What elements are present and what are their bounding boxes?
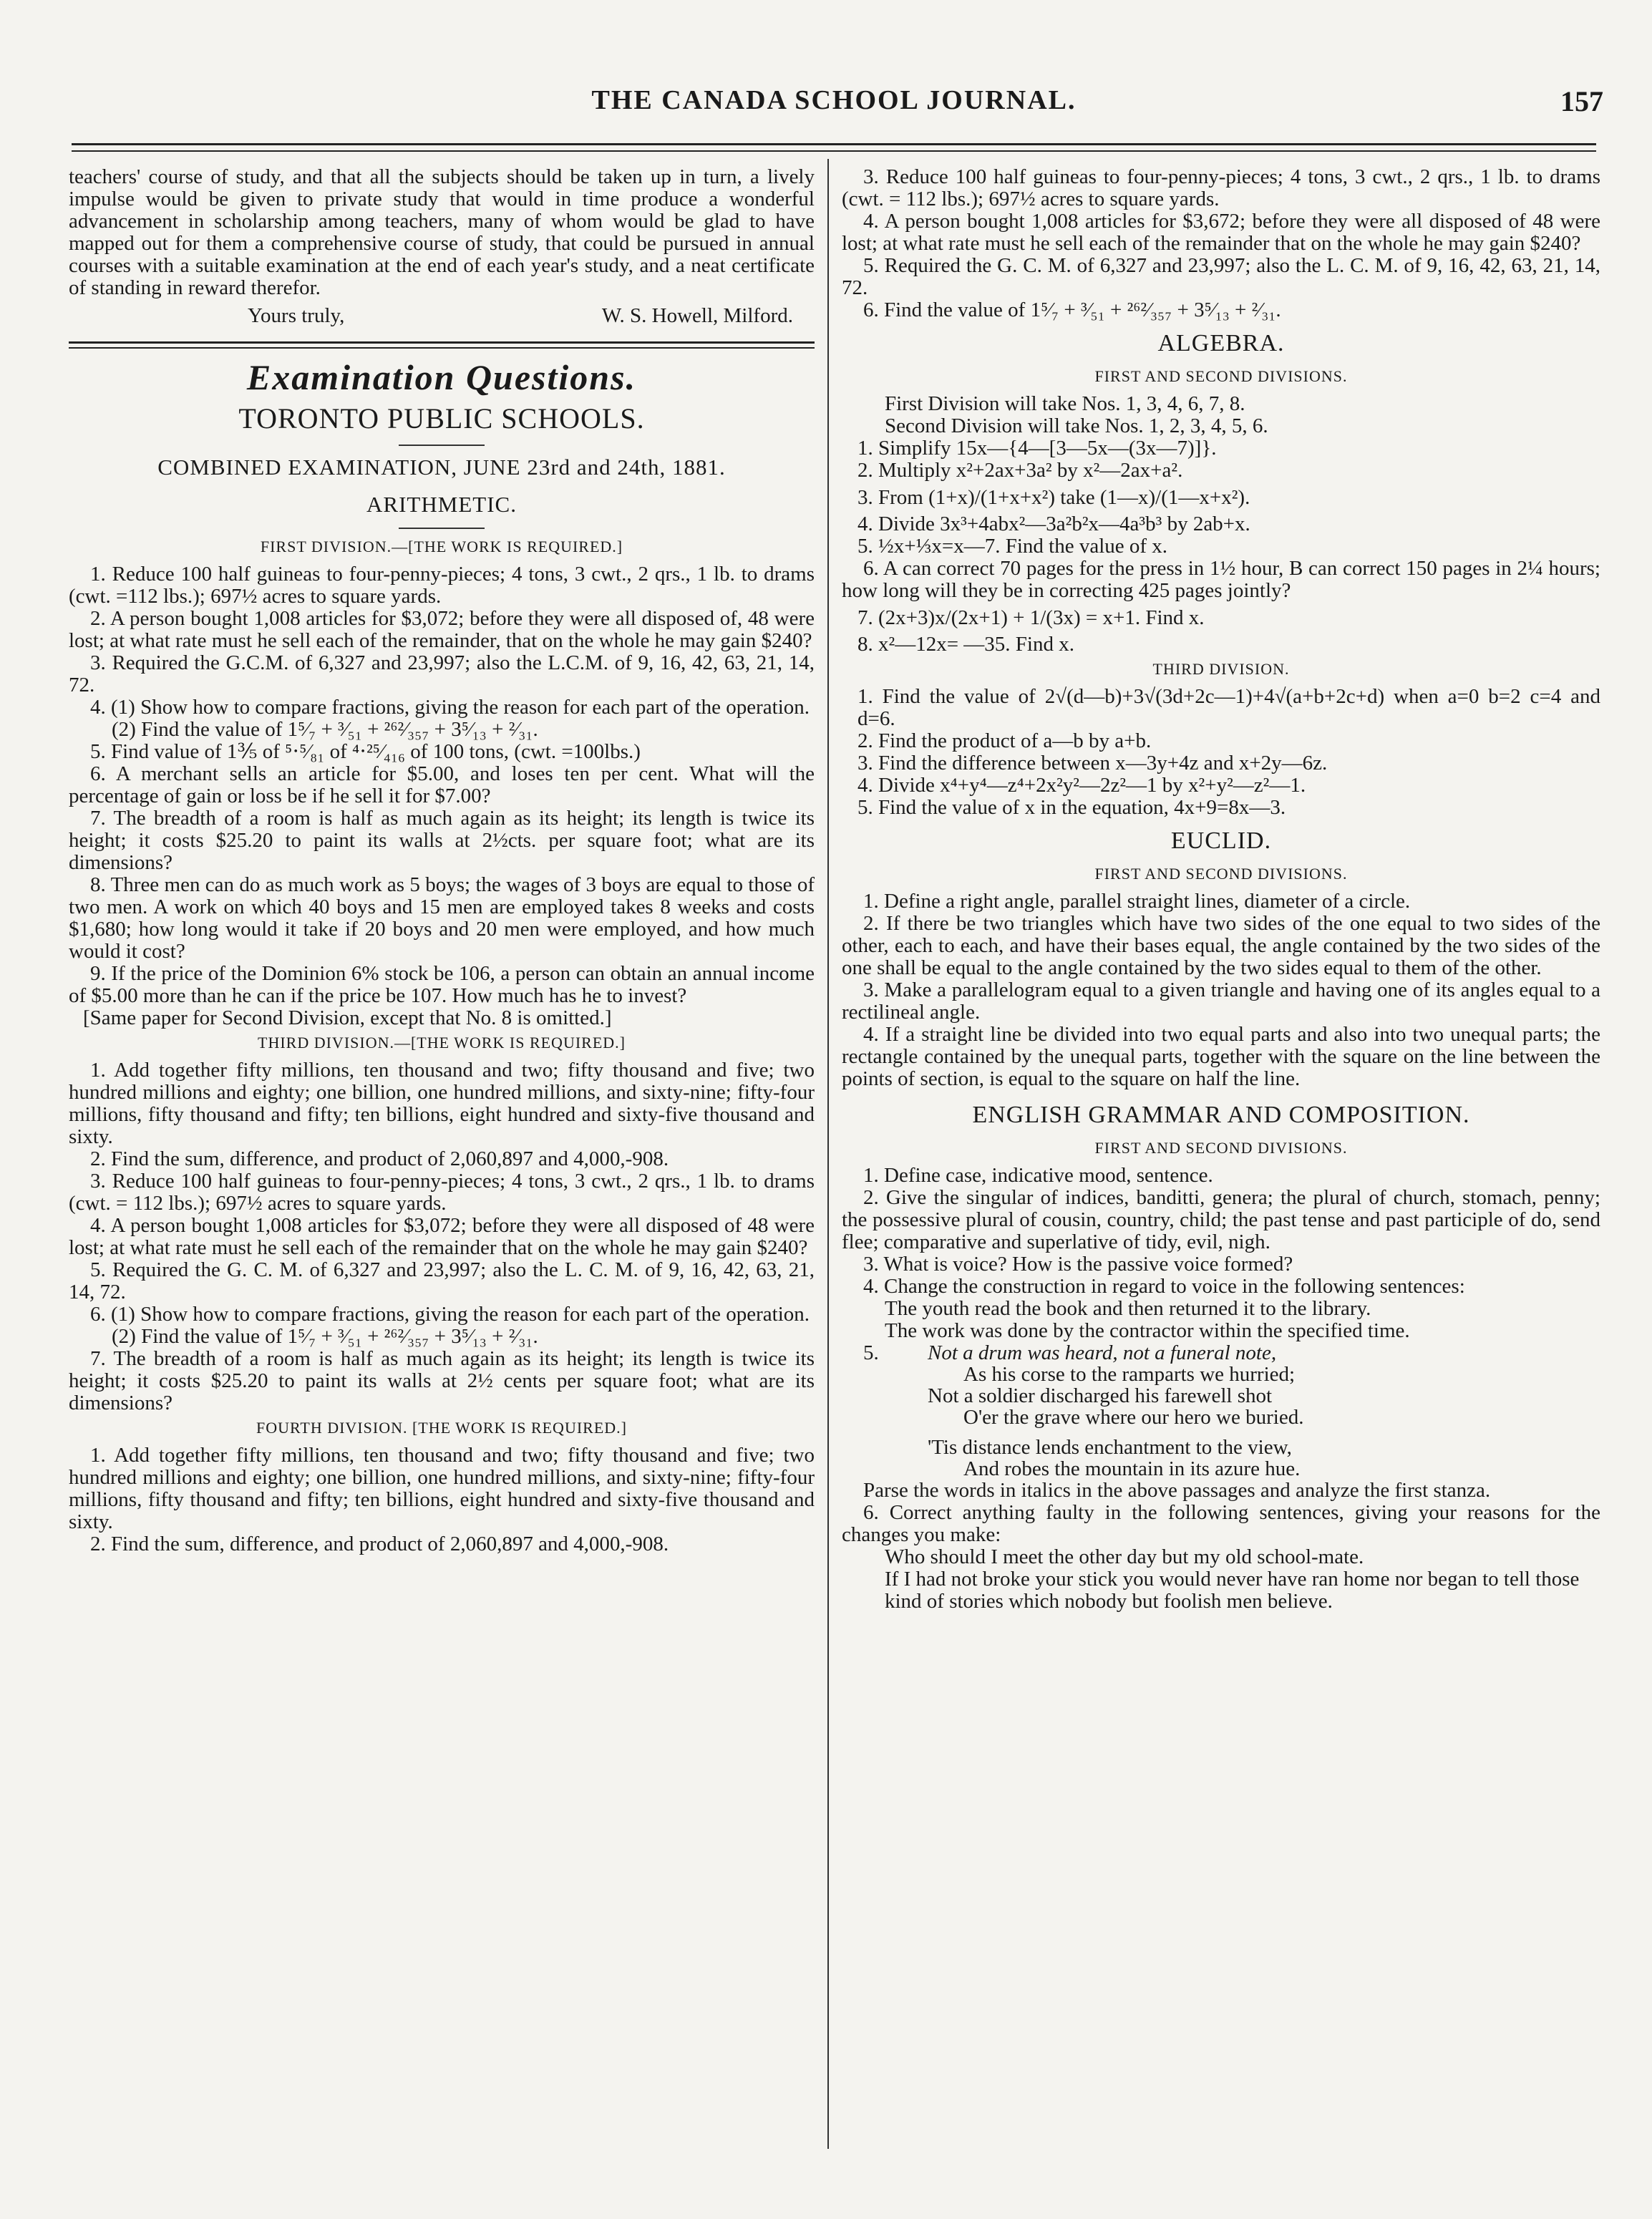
letter-signoff: [69, 299, 815, 337]
question: 4. Change the construction in regard to voice in the following sentences:: [863, 1275, 1465, 1298]
question: 4. If a straight line be divided into two equal parts and also into two unequal parts; the rectangle contained by the unequal parts, together with the square on the line between the points of section, is equal to the square on half the line.: [842, 1023, 1600, 1090]
question: 7. The breadth of a room is half as much again as its height; its length is twice its height; it costs $25.20 to paint its walls at 2½cts. per square foot; what are its dimensions?: [69, 807, 815, 874]
question: 2. Find the sum, difference, and product of 2,060,897 and 4,000,-908.: [90, 1533, 669, 1555]
faulty-sentence: If I had not broke your stick you would never have ran home nor began to tell those kind of stories which nobody but foolish men believe.: [885, 1568, 1580, 1613]
division-label: THIRD DIVISION.—[THE WORK IS REQUIRED.]: [258, 1034, 626, 1052]
question: 3. Required the G.C.M. of 6,327 and 23,997; also the L.C.M. of 9, 16, 42, 63, 21, 14, 72.: [69, 651, 815, 696]
column-divider: [827, 159, 829, 2149]
question: 4. Divide x⁴+y⁴—z⁴+2x²y²—2z²—1 by x²+y²—z²—1.: [857, 774, 1306, 797]
division-note: [Same paper for Second Division, except that No. 8 is omitted.]: [83, 1006, 612, 1029]
verse-line: Not a drum was heard, not a funeral note,: [928, 1341, 1277, 1364]
verse-block: [842, 1342, 1600, 1480]
question: 1. Add together fifty millions, ten thousand and two; fifty thousand and five; two hundred millions and eighty; one billion, one hundred millions, and sixty-nine; fifty-four millions, fifty thousand and fifty; ten billions, eight hundred and sixty-five thousand and sixty.: [69, 1444, 815, 1533]
division-note: First Division will take Nos. 1, 3, 4, 6, 7, 8.: [885, 392, 1245, 415]
division-label: FIRST AND SECOND DIVISIONS.: [1094, 865, 1348, 883]
division-note: Second Division will take Nos. 1, 2, 3, 4, 5, 6.: [885, 414, 1268, 437]
question: 2. A person bought 1,008 articles for $3,072; before they were all disposed of, 48 were lost; at what rate must he sell each of the remainder, that on the whole he may gain $240?: [69, 607, 815, 652]
heading-rule: [399, 528, 485, 529]
question: 3. From (1+x)/(1+x+x²) take (1—x)/(1—x+x²).: [857, 486, 1250, 509]
question: 5. Required the G. C. M. of 6,327 and 23,997; also the L. C. M. of 9, 16, 42, 63, 21, 14, 72.: [842, 254, 1600, 299]
verse-line: As his corse to the ramparts we hurried;: [963, 1363, 1296, 1386]
school-heading: TORONTO PUBLIC SCHOOLS.: [238, 402, 645, 434]
verse-line: And robes the mountain in its azure hue.: [963, 1457, 1301, 1480]
subject-heading-arithmetic: ARITHMETIC.: [366, 492, 517, 517]
sentence: The youth read the book and then returned it to the library.: [885, 1297, 1371, 1320]
question: 2. Give the singular of indices, banditti, genera; the plural of church, stomach, penny; the possessive plural of cousin, country, child; the past tense and past participle of do, send flee; comparative and superlative of tidy, evil, nigh.: [842, 1186, 1600, 1253]
question: 6. Find the value of 1⁵⁄₇ + ³⁄₅₁ + ²⁶²⁄₃₅₇ + 3⁵⁄₁₃ + ²⁄₃₁.: [863, 298, 1281, 321]
exam-heading: COMBINED EXAMINATION, JUNE 23rd and 24th, 1881.: [157, 455, 726, 480]
question: 1. Reduce 100 half guineas to four-penny-pieces; 4 tons, 3 cwt., 2 qrs., 1 lb. to drams (cwt. =112 lbs.); 697½ acres to square yards.: [69, 563, 815, 608]
question: 3. Reduce 100 half guineas to four-penny-pieces; 4 tons, 3 cwt., 2 qrs., 1 lb. to drams (cwt. = 112 lbs.); 697½ acres to square yards.: [69, 1170, 815, 1215]
question: 1. Define a right angle, parallel straight lines, diameter of a circle.: [863, 890, 1411, 913]
signoff-author: W. S. Howell, Milford.: [601, 304, 793, 327]
question: 8. x²—12x= —35. Find x.: [857, 633, 1074, 656]
question: 6. Correct anything faulty in the following sentences, giving your reasons for the changes you make:: [842, 1501, 1600, 1546]
verse-line: Not a soldier discharged his farewell shot: [928, 1384, 1273, 1407]
division-label: FIRST AND SECOND DIVISIONS.: [1094, 1139, 1348, 1157]
question: 3. Find the difference between x—3y+4z and x+2y—6z.: [857, 752, 1328, 775]
verse-line: 'Tis distance lends enchantment to the view,: [928, 1436, 1292, 1459]
question-part: (2) Find the value of 1⁵⁄₇ + ³⁄₅₁ + ²⁶²⁄₃₅₇ + 3⁵⁄₁₃ + ²⁄₃₁.: [112, 718, 538, 741]
subject-heading-grammar: ENGLISH GRAMMAR AND COMPOSITION.: [972, 1102, 1470, 1128]
question: 6. A can correct 70 pages for the press in 1½ hour, B can correct 150 pages in 2¼ hours; how long will they be in correcting 425 pages jointly?: [842, 557, 1600, 602]
question: 4. Divide 3x³+4abx²—3a²b²x—4a³b³ by 2ab+x.: [857, 513, 1250, 535]
sentence: The work was done by the contractor within the specified time.: [885, 1319, 1410, 1342]
left-column: [69, 166, 815, 1555]
question: 1. Find the value of 2√(d—b)+3√(3d+2c—1)+4√(a+b+2c+d) when a=0 b=2 c=4 and d=6.: [857, 685, 1600, 730]
question: 5. Find value of 1⅗ of ⁵⋅⁵⁄₈₁ of ⁴⋅²⁵⁄₄₁₆ of 100 tons, (cwt. =100lbs.): [90, 740, 641, 763]
signoff-closing: Yours truly,: [248, 304, 345, 327]
question: 1. Add together fifty millions, ten thousand and two; fifty thousand and five; two hundred millions and eighty; one billion, one hundred millions, and sixty-nine; fifty-four millions, fifty thousand and fifty; ten billions, eight hundred and sixty-five thousand and sixty.: [69, 1059, 815, 1148]
question-number: 5.: [863, 1341, 879, 1364]
division-label: FIRST AND SECOND DIVISIONS.: [1094, 367, 1348, 385]
question: 2. Find the product of a—b by a+b.: [857, 729, 1152, 752]
question: 7. (2x+3)x/(2x+1) + 1/(3x) = x+1. Find x.: [857, 606, 1205, 629]
header-rule-thin: [72, 150, 1596, 152]
page-number: 157: [1560, 85, 1603, 117]
question: 5. Find the value of x in the equation, 4x+9=8x—3.: [857, 796, 1286, 819]
question: 1. Simplify 15x—{4—[3—5x—(3x—7)]}.: [857, 437, 1217, 460]
question: 5. ½x+⅓x=x—7. Find the value of x.: [857, 535, 1168, 558]
question: 2. Find the sum, difference, and product of 2,060,897 and 4,000,-908.: [90, 1147, 669, 1170]
question: 9. If the price of the Dominion 6% stock be 106, a person can obtain an annual income of $5.00 more than he can if the price be 107. How much has he to invest?: [69, 962, 815, 1007]
division-label: THIRD DIVISION.: [1152, 660, 1290, 678]
question: 7. The breadth of a room is half as much again as its height; its length is twice its height; it costs $25.20 to paint its walls at 2½ cents per square foot; what are its dimensions?: [69, 1347, 815, 1414]
question: 5. Required the G. C. M. of 6,327 and 23,997; also the L. C. M. of 9, 16, 42, 63, 21, 14, 72.: [69, 1258, 815, 1303]
letter-end: teachers' course of study, and that all the subjects should be taken up in turn, a lively impulse would be given to private study that would in time produce a wonderful advancement in scholarship among teachers, many of whom would be glad to have mapped out for them a comprehensive course of study, that could be pursued in annual courses with a suitable examination at the end of each year's study, and a neat certificate of standing in reward therefor.: [69, 165, 815, 299]
header-rule: [72, 143, 1596, 145]
running-head: [64, 84, 1603, 127]
journal-title: THE CANADA SCHOOL JOURNAL.: [591, 85, 1077, 115]
question: 2. Multiply x²+2ax+3a² by x²—2ax+a².: [857, 459, 1183, 482]
right-column: [842, 166, 1600, 1613]
question: 4. A person bought 1,008 articles for $3,672; before they were all disposed of 48 were lost; at what rate must he sell each of the remainder that on the whole he may gain $240?: [842, 210, 1600, 255]
heading-rule: [399, 445, 485, 446]
question-part: (2) Find the value of 1⁵⁄₇ + ³⁄₅₁ + ²⁶²⁄₃₅₇ + 3⁵⁄₁₃ + ²⁄₃₁.: [112, 1325, 538, 1348]
question: 3. Make a parallelogram equal to a given triangle and having one of its angles equal to a rectilineal angle.: [842, 979, 1600, 1024]
question: 6. A merchant sells an article for $5.00, and loses ten per cent. What will the percentage of gain or loss be if he sell it for $7.00?: [69, 762, 815, 807]
subject-heading-algebra: ALGEBRA.: [1157, 330, 1285, 356]
question: 8. Three men can do as much work as 5 boys; the wages of 3 boys are equal to those of two men. A work on which 40 boys and 15 men are employed takes 8 weeks and costs $1,680; how long would it take if 20 boys and 20 men were employed, and how much would it cost?: [69, 873, 815, 963]
question: 4. A person bought 1,008 articles for $3,072; before they were all disposed of 48 were lost; at what rate must he sell each of the remainder that on the whole he may gain $240?: [69, 1214, 815, 1259]
division-label: FIRST DIVISION.—[THE WORK IS REQUIRED.]: [260, 538, 623, 555]
question: 3. What is voice? How is the passive voice formed?: [863, 1253, 1293, 1276]
question: 4. (1) Show how to compare fractions, giving the reason for each part of the operation.: [90, 696, 810, 719]
question: 2. If there be two triangles which have two sides of the one equal to two sides of the other, each to each, and have their bases equal, the angle contained by the two sides of the one shall be equal to the angle contained by the two sides equal to them of the other.: [842, 912, 1600, 979]
subject-heading-euclid: EUCLID.: [1170, 827, 1272, 854]
question: 1. Define case, indicative mood, sentence.: [863, 1164, 1213, 1187]
question: 3. Reduce 100 half guineas to four-penny-pieces; 4 tons, 3 cwt., 2 qrs., 1 lb. to drams (cwt. = 112 lbs.); 697½ acres to square yards.: [842, 165, 1600, 210]
faulty-sentence: Who should I meet the other day but my old school-mate.: [885, 1545, 1364, 1568]
question: 6. (1) Show how to compare fractions, giving the reason for each part of the operation.: [90, 1303, 810, 1326]
division-label: FOURTH DIVISION. [THE WORK IS REQUIRED.]: [256, 1419, 627, 1437]
verse-line: O'er the grave where our hero we buried.: [963, 1406, 1304, 1429]
section-title: Examination Questions.: [246, 357, 637, 397]
instruction: Parse the words in italics in the above passages and analyze the first stanza.: [863, 1479, 1491, 1502]
section-rule: [69, 341, 815, 349]
